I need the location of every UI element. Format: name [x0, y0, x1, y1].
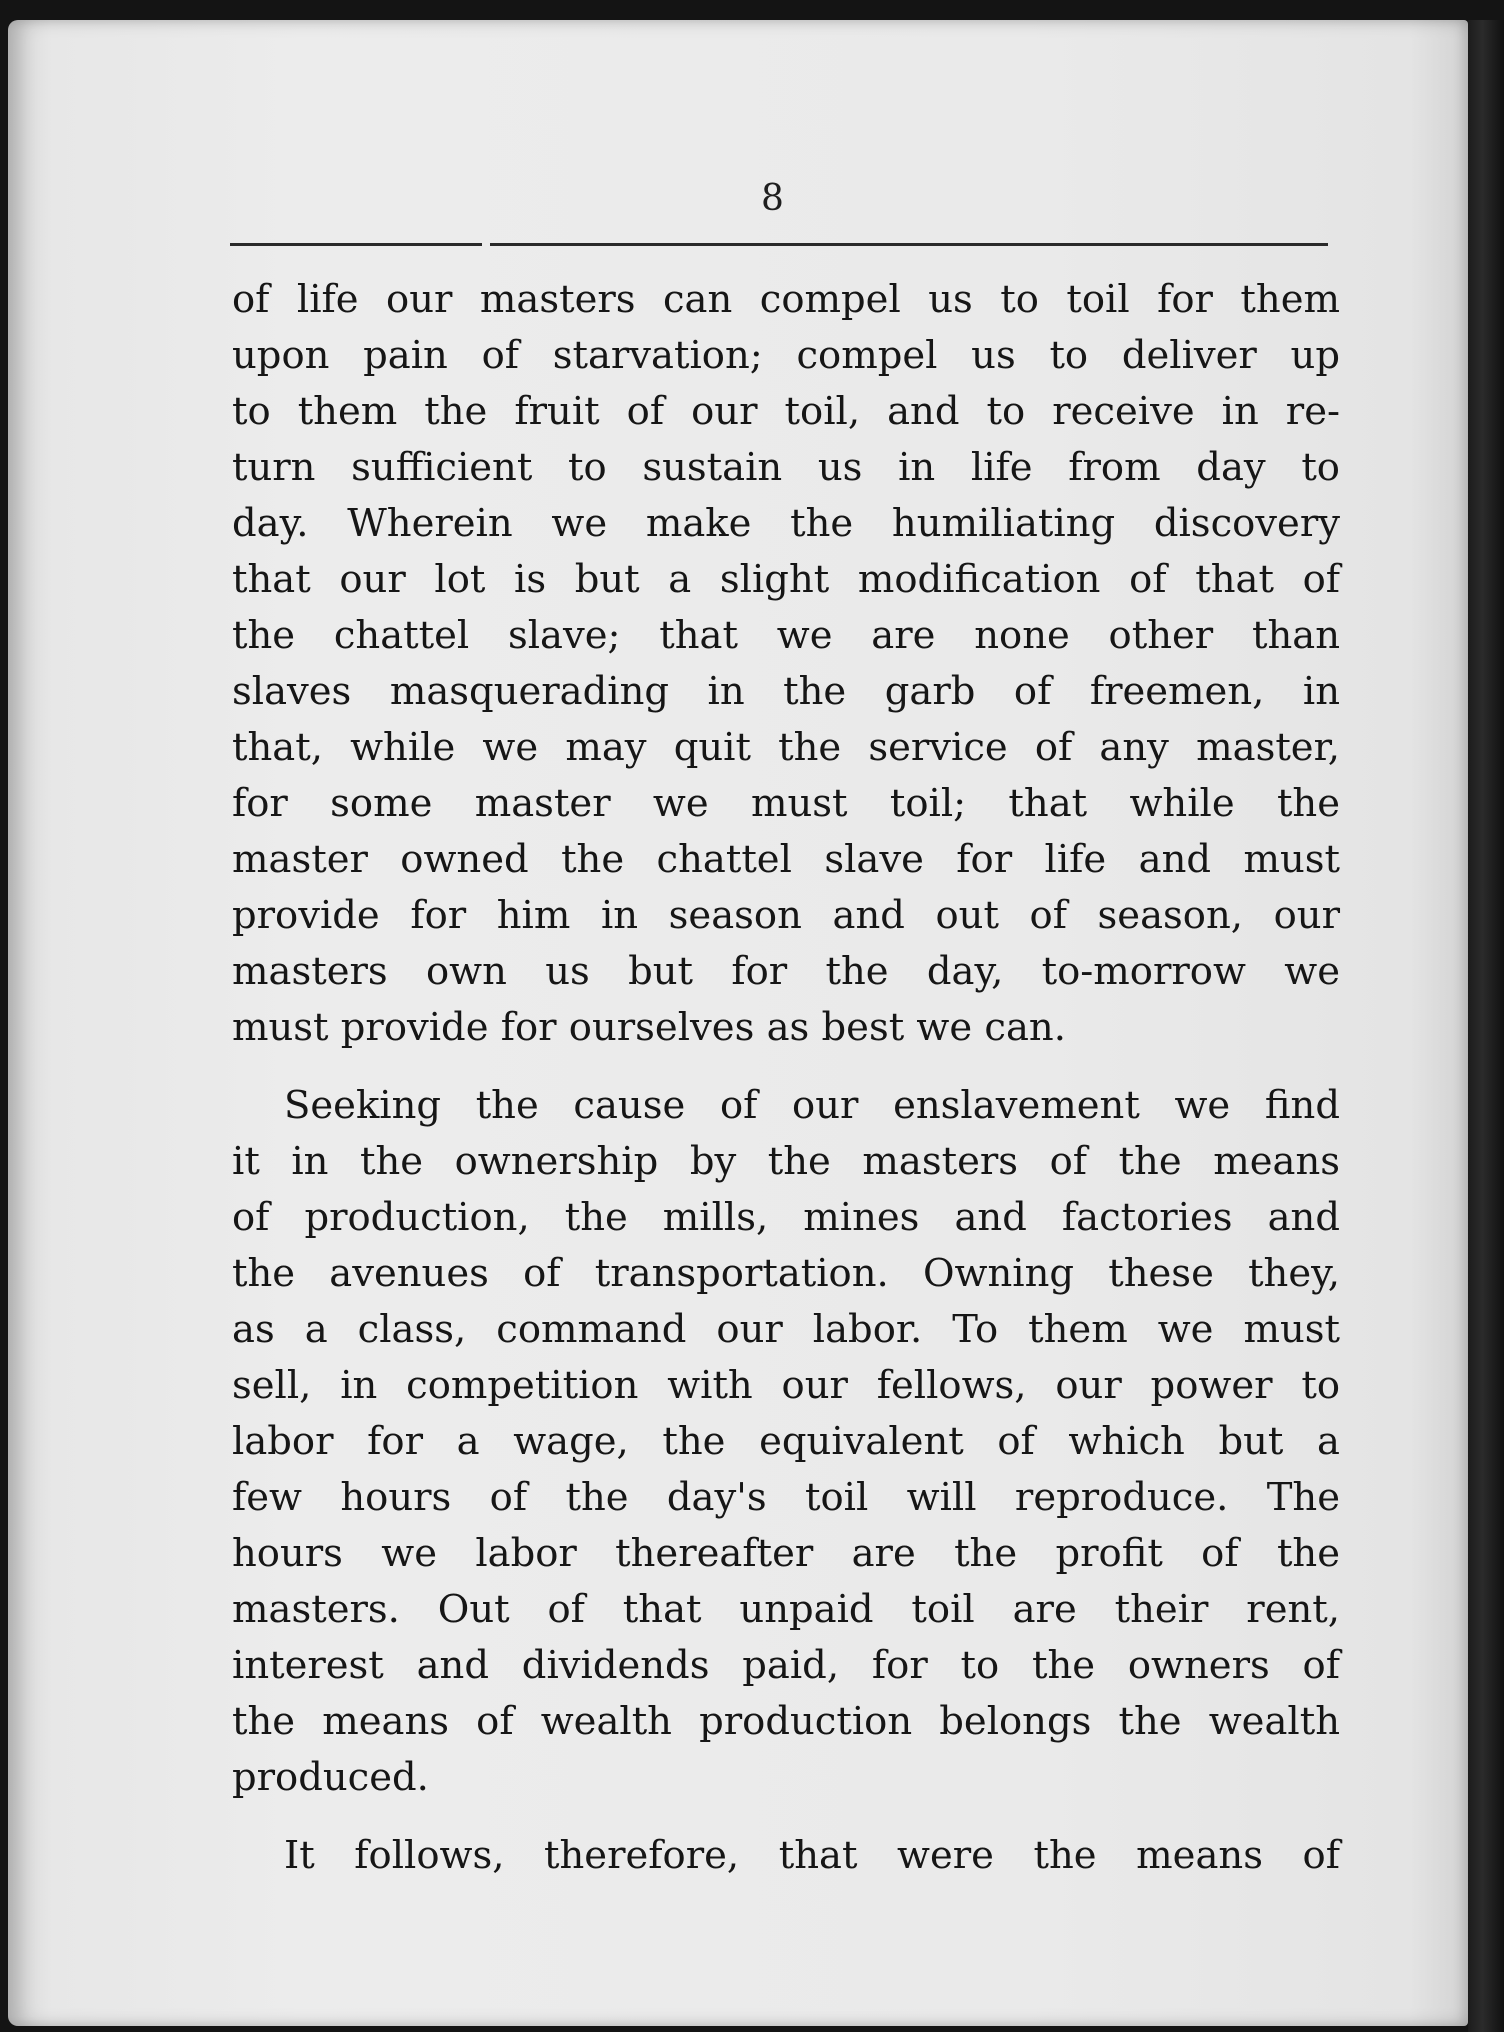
text-line: slaves masquerading in the garb of freemen, in: [232, 669, 1340, 714]
paragraph-1: [232, 272, 1340, 1056]
text-line: labor for a wage, the equivalent of which but a: [232, 1419, 1340, 1464]
text-line: of life our masters can compel us to toil for them: [232, 277, 1340, 322]
text-line: the avenues of transportation. Owning these they,: [232, 1251, 1340, 1296]
text-line: provide for him in season and out of season, our: [232, 893, 1340, 938]
text-line: turn sufficient to sustain us in life from day to: [232, 445, 1340, 490]
text-line: masters own us but for the day, to-morrow we: [232, 949, 1340, 994]
paragraph-2: [232, 1078, 1340, 1806]
paragraph-3: [232, 1828, 1340, 1884]
text-line: sell, in competition with our fellows, our power to: [232, 1363, 1340, 1408]
body-text: [232, 272, 1340, 1884]
text-line: Seeking the cause of our enslavement we find: [284, 1083, 1340, 1128]
text-line: as a class, command our labor. To them we must: [232, 1307, 1340, 1352]
text-line: must provide for ourselves as best we can.: [232, 1005, 1066, 1050]
text-line: the means of wealth production belongs the wealth: [232, 1699, 1340, 1744]
text-line: for some master we must toil; that while the: [232, 781, 1340, 826]
text-line: that our lot is but a slight modification of that of: [232, 557, 1340, 602]
text-line: few hours of the day's toil will reproduce. The: [232, 1475, 1340, 1520]
text-line: upon pain of starvation; compel us to deliver up: [232, 333, 1340, 378]
text-line: of production, the mills, mines and factories and: [232, 1195, 1340, 1240]
text-line: masters. Out of that unpaid toil are their rent,: [232, 1587, 1340, 1632]
header-rule-right: [490, 243, 1328, 246]
text-line: hours we labor thereafter are the profit of the: [232, 1531, 1340, 1576]
text-line: the chattel slave; that we are none other than: [232, 613, 1340, 658]
page-number: 8: [761, 178, 784, 219]
text-line: it in the ownership by the masters of the means: [232, 1139, 1340, 1184]
text-line: interest and dividends paid, for to the owners of: [232, 1643, 1340, 1688]
book-binding-edge: [1468, 20, 1504, 2032]
text-line: that, while we may quit the service of any master,: [232, 725, 1340, 770]
text-line: to them the fruit of our toil, and to receive in re-: [232, 389, 1340, 434]
text-line: master owned the chattel slave for life and must: [232, 837, 1340, 882]
header-rule-left: [230, 243, 482, 246]
text-line: day. Wherein we make the humiliating discovery: [232, 501, 1340, 546]
text-line: produced.: [232, 1755, 429, 1800]
text-line: It follows, therefore, that were the means of: [284, 1833, 1340, 1878]
